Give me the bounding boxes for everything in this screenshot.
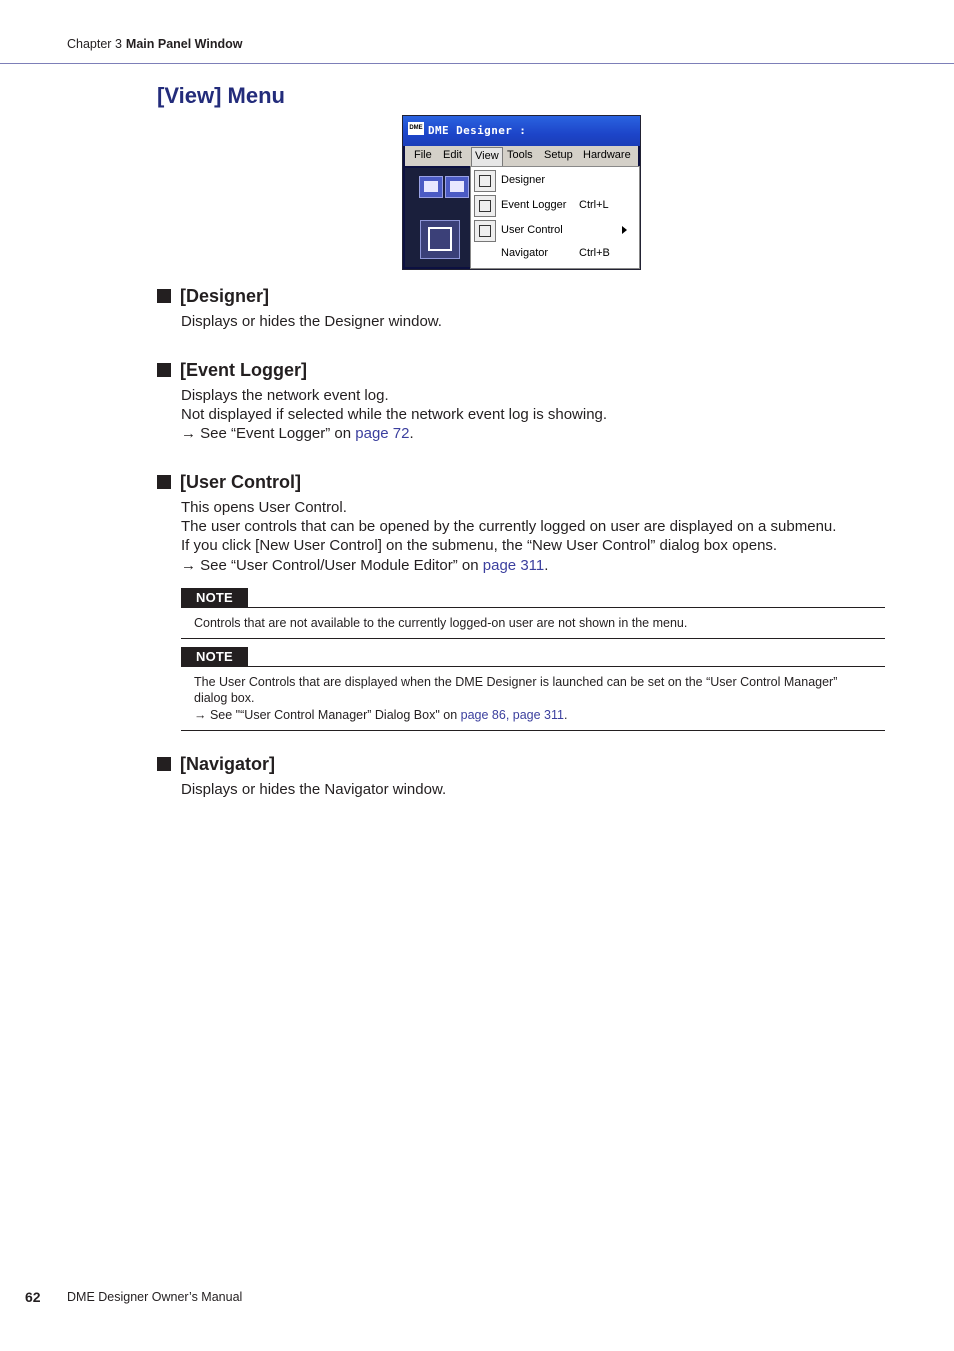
menu-hardware[interactable]: Hardware: [583, 149, 631, 161]
section-body-user-control: This opens User Control. The user controls that can be opened by the currently logged on user are displayed on a submenu. If you click [New User Control] on the submenu, the “New User Control” dialog box opens. → See “User Control/User Module Editor” on page 311.: [181, 499, 837, 574]
submenu-arrow-icon: [622, 226, 627, 234]
note-tag: NOTE: [181, 588, 248, 607]
window-titlebar: [403, 116, 640, 146]
square-bullet-icon: [157, 475, 171, 489]
chapter-label: Chapter 3: [67, 37, 122, 51]
running-header: [67, 37, 242, 51]
menu-file[interactable]: File: [414, 149, 432, 161]
section-heading-designer: [Designer]: [157, 286, 269, 307]
page-link[interactable]: page 86, page 311: [460, 707, 564, 722]
section-body-event-logger: Displays the network event log. Not displayed if selected while the network event log is showing. → See “Event Logger” on page 72.: [181, 387, 608, 443]
section-heading-event-logger: [Event Logger]: [157, 360, 307, 381]
view-dropdown-menu: [470, 166, 640, 269]
open-icon[interactable]: [419, 176, 443, 198]
page-link[interactable]: page 72: [355, 425, 410, 443]
note-tag: NOTE: [181, 647, 248, 666]
menu-edit[interactable]: Edit: [443, 149, 462, 161]
square-bullet-icon: [157, 363, 171, 377]
shortcut-label: Ctrl+B: [579, 247, 610, 259]
window-title: DME Designer :: [428, 124, 527, 137]
square-bullet-icon: [157, 289, 171, 303]
menu-setup[interactable]: Setup: [544, 149, 573, 161]
event-logger-icon: [474, 195, 496, 217]
page-link[interactable]: page 311: [482, 556, 545, 574]
app-icon: DME: [408, 122, 424, 135]
menubar: [405, 146, 638, 166]
square-bullet-icon: [157, 757, 171, 771]
save-icon[interactable]: [445, 176, 469, 198]
user-control-icon: [474, 220, 496, 242]
section-body-navigator: Displays or hides the Navigator window.: [181, 781, 447, 798]
menu-item-navigator[interactable]: Navigator Ctrl+B: [501, 247, 610, 259]
page-number: 62: [25, 1289, 41, 1305]
designer-toolbar-icon[interactable]: [420, 220, 460, 259]
menu-view[interactable]: View: [471, 147, 503, 167]
section-heading-user-control: [User Control]: [157, 472, 301, 493]
note-box: NOTE The User Controls that are displayed when the DME Designer is launched can be set on the “User Control Manager” dialog box. → See "“User Control Manager” Dialog Box" on page 86, page 311.: [181, 647, 885, 731]
note-box: NOTE Controls that are not available to the currently logged-on user are not shown in the menu.: [181, 588, 885, 639]
designer-icon: [474, 170, 496, 192]
header-rule: [0, 63, 954, 64]
shortcut-label: Ctrl+L: [579, 199, 609, 211]
manual-title: DME Designer Owner’s Manual: [67, 1290, 243, 1304]
view-menu-screenshot: [402, 115, 641, 270]
menu-tools[interactable]: Tools: [507, 149, 533, 161]
menu-item-designer[interactable]: Designer: [471, 168, 639, 192]
menu-item-user-control[interactable]: User Control: [471, 218, 639, 242]
page-title: [View] Menu: [157, 83, 285, 108]
menu-item-event-logger[interactable]: Event Logger Ctrl+L: [471, 193, 639, 217]
section-body-designer: Displays or hides the Designer window.: [181, 313, 442, 330]
chapter-title: Main Panel Window: [125, 37, 243, 51]
section-heading-navigator: [Navigator]: [157, 754, 275, 775]
